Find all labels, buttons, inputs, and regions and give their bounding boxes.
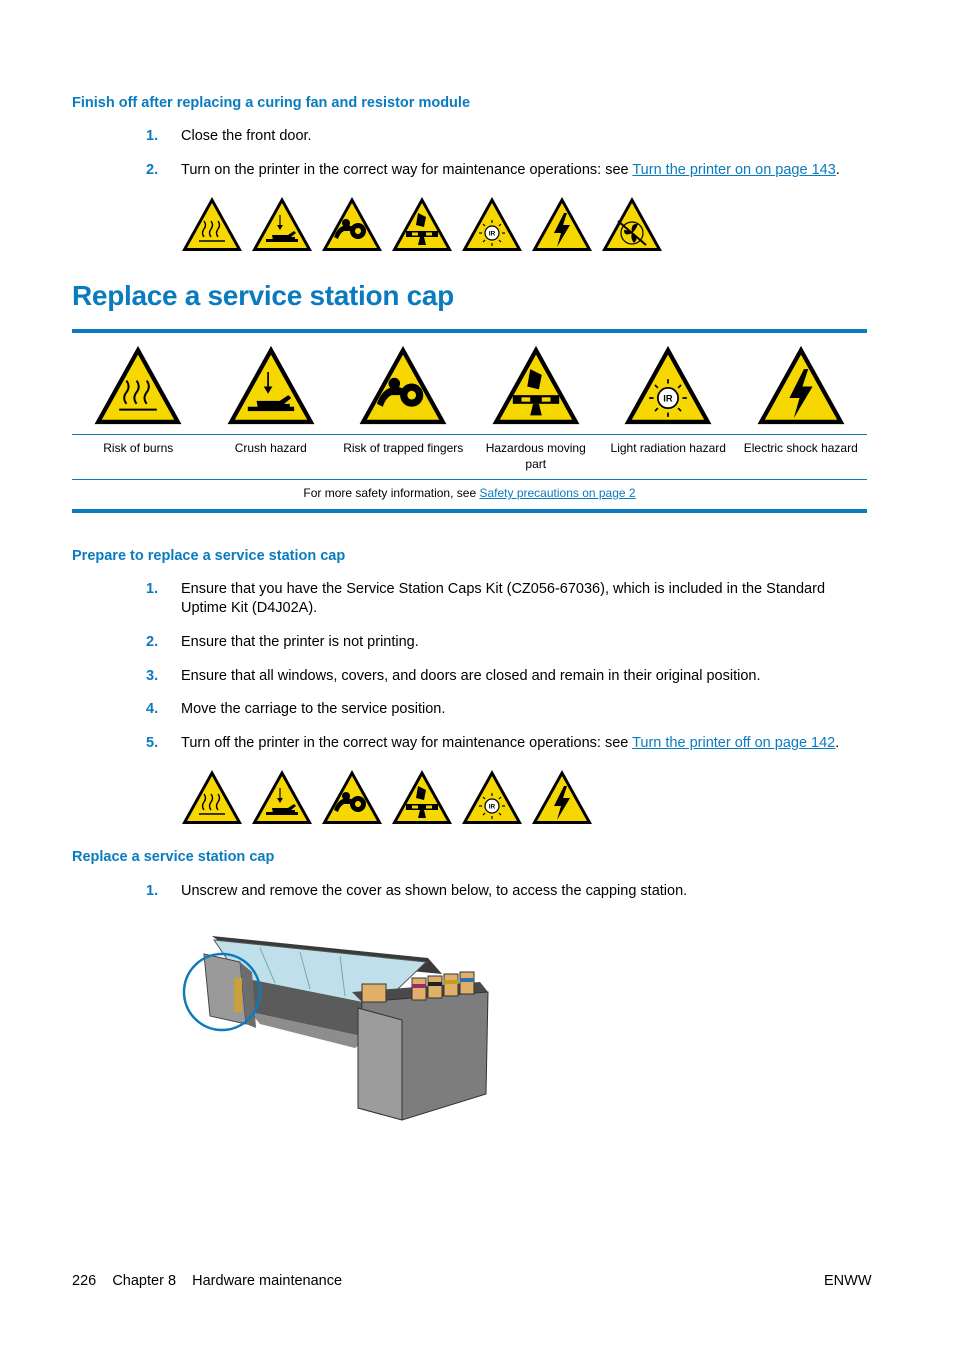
trapped-fingers-icon — [320, 195, 384, 253]
svg-text:IR: IR — [488, 803, 496, 811]
step-number: 2. — [146, 162, 159, 178]
trapped-fingers-icon — [320, 768, 384, 826]
step-number: 1. — [146, 128, 159, 144]
electric-shock-icon — [530, 195, 594, 253]
footer-section: Hardware maintenance — [192, 1273, 343, 1289]
step-text: Turn on the printer in the correct way for maintenance operations: see Turn the printer on on page 143. — [181, 162, 840, 178]
section-heading-replace: Replace a service station cap — [72, 849, 275, 865]
table-rule — [72, 479, 867, 480]
safety-label: Hazardous moving part — [485, 441, 586, 471]
trapped-fingers-icon — [356, 343, 450, 427]
safety-icon-table — [72, 337, 867, 433]
step-number: 3. — [146, 668, 159, 684]
footer-left — [72, 1273, 342, 1289]
step-number: 2. — [146, 634, 159, 650]
printer-illustration — [180, 928, 492, 1124]
step-text: Ensure that the printer is not printing. — [181, 634, 419, 650]
more-safety-info: For more safety information, see Safety precautions on page 2 — [303, 486, 636, 500]
crush-hazard-icon — [250, 768, 314, 826]
turn-printer-on-link[interactable]: Turn the printer on on page 143 — [632, 162, 836, 178]
light-radiation-icon — [460, 195, 524, 253]
safety-label: Light radiation hazard — [610, 441, 726, 455]
moving-part-icon — [390, 195, 454, 253]
table-rule — [72, 434, 867, 435]
svg-text:IR: IR — [663, 392, 673, 404]
warning-icon-row — [180, 768, 594, 826]
step-number: 5. — [146, 735, 159, 751]
footer-chapter: Chapter 8 — [112, 1273, 177, 1289]
moving-part-icon — [390, 768, 454, 826]
crush-hazard-icon — [224, 343, 318, 427]
crush-hazard-icon — [250, 195, 314, 253]
footer-right: ENWW — [824, 1273, 872, 1289]
divider-top — [72, 329, 867, 333]
electric-shock-icon — [530, 768, 594, 826]
safety-label: Electric shock hazard — [743, 441, 858, 455]
step-text: Close the front door. — [181, 128, 312, 144]
hot-surface-icon — [91, 343, 185, 427]
safety-label: Risk of burns — [103, 441, 174, 455]
section-heading-finish-off: Finish off after replacing a curing fan and resistor module — [72, 95, 471, 111]
moving-part-icon — [489, 343, 583, 427]
step-number: 1. — [146, 581, 159, 597]
safety-label: Crush hazard — [234, 441, 307, 455]
step-number: 4. — [146, 701, 159, 717]
warning-icon-row — [180, 195, 664, 253]
step-number: 1. — [146, 883, 159, 899]
light-radiation-icon — [621, 343, 715, 427]
step-text: Unscrew and remove the cover as shown below, to access the capping station. — [181, 883, 688, 899]
step-text: Move the carriage to the service position. — [181, 701, 446, 717]
svg-text:IR: IR — [488, 230, 496, 238]
safety-label: Risk of trapped fingers — [343, 441, 464, 455]
safety-labels — [72, 440, 867, 472]
page-number: 226 — [72, 1273, 97, 1289]
page-title: Replace a service station cap — [72, 280, 454, 311]
hot-surface-icon — [180, 768, 244, 826]
turn-printer-off-link[interactable]: Turn the printer off on page 142 — [632, 735, 836, 751]
divider-bottom — [72, 509, 867, 513]
step-text: Ensure that all windows, covers, and doors are closed and remain in their original position. — [181, 668, 761, 684]
fan-hazard-icon — [600, 195, 664, 253]
hot-surface-icon — [180, 195, 244, 253]
light-radiation-icon — [460, 768, 524, 826]
safety-precautions-link[interactable]: Safety precautions on page 2 — [479, 486, 636, 500]
step-text: Ensure that you have the Service Station Caps Kit (CZ056-67036), which is included in the Standard Uptime Kit (D4J02A). — [181, 581, 826, 616]
step-text: Turn off the printer in the correct way for maintenance operations: see Turn the printer off on page 142. — [181, 735, 840, 751]
section-heading-prepare: Prepare to replace a service station cap — [72, 548, 346, 564]
electric-shock-icon — [754, 343, 848, 427]
